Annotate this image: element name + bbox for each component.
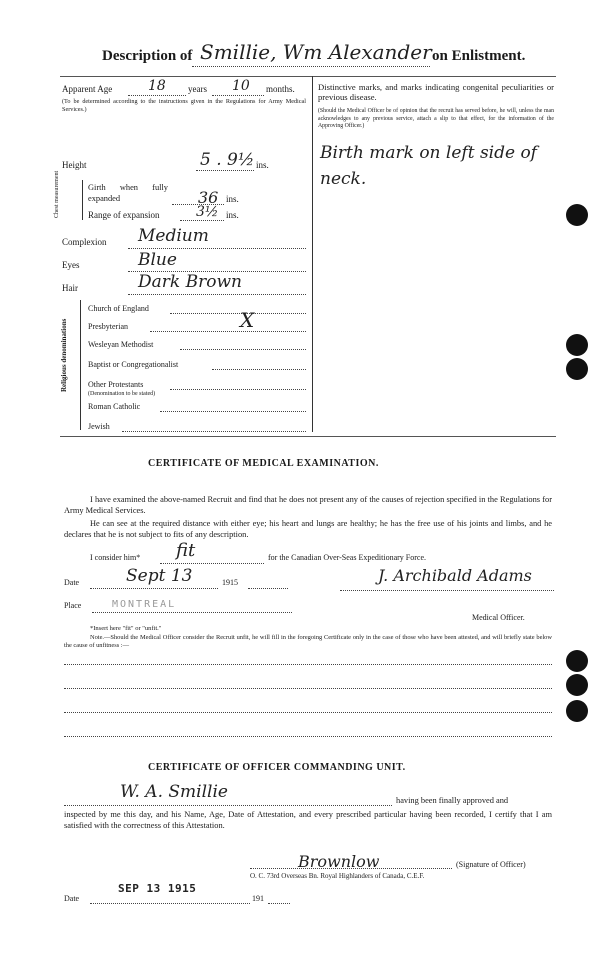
commanding-signature-label: (Signature of Officer) xyxy=(456,860,526,869)
header-suffix: on Enlistment. xyxy=(432,48,526,64)
age-years: 18 xyxy=(148,78,166,94)
age-months: 10 xyxy=(232,78,250,94)
commanding-unit-line: O. C. 73rd Overseas Bn. Royal Highlanders of Canada, C.E.F. xyxy=(250,872,425,880)
punch-hole xyxy=(566,674,588,696)
medical-date-label: Date xyxy=(64,578,80,587)
commanding-signature: Brownlow xyxy=(298,852,380,871)
chest-girth-value: 36 xyxy=(198,188,219,207)
insert-note: *Insert here "fit" or "unfit." xyxy=(90,625,162,632)
fit-value: fit xyxy=(176,540,196,561)
commanding-year-printed: 191 xyxy=(252,894,264,903)
religion-side-label: Religious denominations xyxy=(60,318,68,392)
medical-date-value: Sept 13 xyxy=(126,566,193,586)
height-value: 5 . 9½ xyxy=(200,150,255,170)
complexion-value: Medium xyxy=(138,226,209,246)
medical-year-printed: 1915 xyxy=(222,578,238,587)
distinctive-marks-value: Birth mark on left side of neck. xyxy=(320,143,537,189)
religion-wesleyan-methodist: Wesleyan Methodist xyxy=(88,340,154,349)
age-note: (To be determined according to the instructions given in the Regulations for Army Medical Services.) xyxy=(62,98,306,113)
height-unit: ins. xyxy=(256,160,269,170)
chest-side-label: Chest measurement xyxy=(54,170,60,218)
height-label: Height xyxy=(62,160,87,170)
commanding-name-value: W. A. Smillie xyxy=(120,782,228,802)
commanding-para: inspected by me this day, and his Name, Age, Date of Attestation, and every prescribed particular having been recorded, I certify that I am satisfied with the correctness of this Attestation. xyxy=(64,810,552,830)
hair-value: Dark Brown xyxy=(138,272,242,292)
eyes-value: Blue xyxy=(138,250,177,270)
religion-other-protestants: Other Protestants xyxy=(88,380,144,389)
chest-girth-unit: ins. xyxy=(226,194,239,204)
medical-officer-signature: J. Archibald Adams xyxy=(378,566,532,585)
consider-label: I consider him* xyxy=(90,553,141,562)
chest-range-label: Range of expansion xyxy=(88,210,160,220)
chest-range-unit: ins. xyxy=(226,210,239,220)
religion-baptist: Baptist or Congregationalist xyxy=(88,360,179,369)
punch-hole xyxy=(566,204,588,226)
religion-jewish: Jewish xyxy=(88,422,110,431)
medical-heading: CERTIFICATE OF MEDICAL EXAMINATION. xyxy=(148,458,379,469)
force-label: for the Canadian Over-Seas Expeditionary Force. xyxy=(268,553,427,562)
medical-para1: I have examined the above-named Recruit and find that he does not present any of the causes of rejection specified in the Regulations for Army Medical Services. xyxy=(64,495,552,515)
religion-mark: X xyxy=(240,308,255,332)
punch-hole xyxy=(566,700,588,722)
complexion-label: Complexion xyxy=(62,237,107,247)
commanding-date-label: Date xyxy=(64,894,80,903)
header-prefix: Description of xyxy=(102,48,193,64)
medical-note: Note.—Should the Medical Officer consider the Recruit unfit, he will fill in the foregoing Certificate only in the case of those who have been attested, and will briefly state below the cause of unfitness :— xyxy=(64,634,552,649)
religion-church-of-england: Church of England xyxy=(88,304,149,313)
religion-roman-catholic: Roman Catholic xyxy=(88,402,141,411)
commanding-heading: CERTIFICATE OF OFFICER COMMANDING UNIT. xyxy=(148,762,406,773)
date-stamp: SEP 13 1915 xyxy=(118,882,197,895)
place-value: MONTREAL xyxy=(112,599,177,610)
recruit-name: Smillie, Wm Alexander xyxy=(200,40,432,64)
age-label: Apparent Age xyxy=(62,84,113,94)
chest-range-value: 3½ xyxy=(196,204,219,220)
distinctive-note: (Should the Medical Officer be of opinion that the recruit has served before, he will, unless the man acknowledges to any previous service, attach a slip to that effect, for the information of the Approving Officer.) xyxy=(318,108,554,129)
age-months-label: months. xyxy=(266,84,295,94)
age-years-label: years xyxy=(188,84,207,94)
eyes-label: Eyes xyxy=(62,260,80,270)
religion-denomination-note: (Denomination to be stated) xyxy=(88,391,156,397)
distinctive-heading: Distinctive marks, and marks indicating congenital peculiarities or previous disease. xyxy=(318,82,554,102)
punch-hole xyxy=(566,650,588,672)
punch-hole xyxy=(566,334,588,356)
chest-girth-label: Girth when fully expanded xyxy=(88,183,168,203)
place-label: Place xyxy=(64,601,82,610)
punch-hole xyxy=(566,358,588,380)
medical-para2: He can see at the required distance with either eye; his heart and lungs are healthy; he has the free use of his joints and limbs, and he declares that he is not subject to fits of any description. xyxy=(64,519,552,539)
medical-officer-label: Medical Officer. xyxy=(472,613,525,622)
religion-presbyterian: Presbyterian xyxy=(88,322,128,331)
commanding-para-tail: having been finally approved and xyxy=(396,796,509,805)
hair-label: Hair xyxy=(62,283,78,293)
